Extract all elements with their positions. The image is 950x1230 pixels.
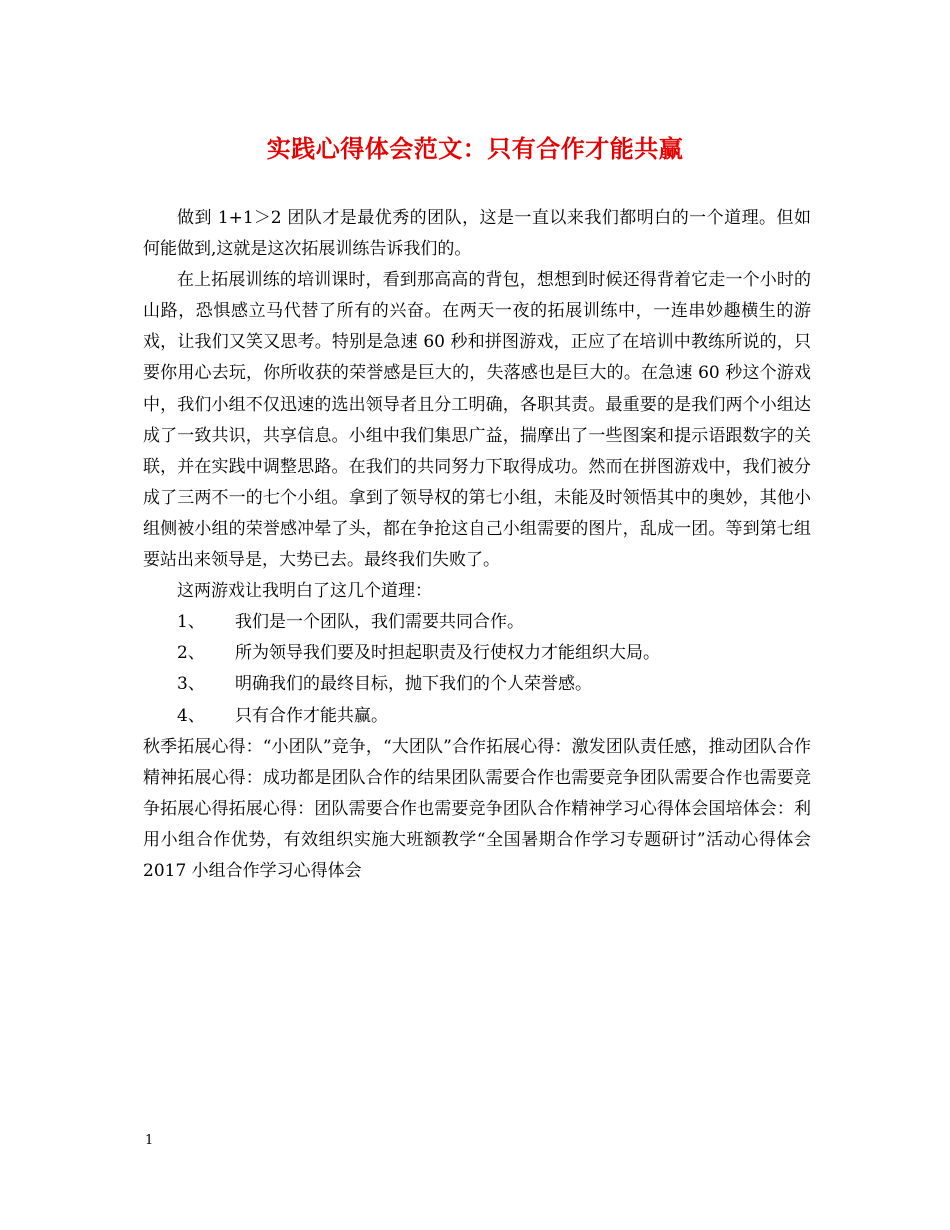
list-item-text: 只有合作才能共赢。 — [235, 705, 388, 726]
paragraph-intro: 做到 1+1＞2 团队才是最优秀的团队，这是一直以来我们都明白的一个道理。但如何能做到,这就是这次拓展训练告诉我们的。 — [143, 208, 811, 260]
document-body — [143, 203, 811, 887]
list-item-number: 1、 — [177, 612, 205, 633]
related-articles-text: 秋季拓展心得：“小团队”竞争，“大团队”合作拓展心得：激发团队责任感，推动团队合作精神拓展心得：成功都是团队合作的结果团队需要合作也需要竞争团队需要合作也需要竞争拓展心得拓展心得：团队需要合作也需要竞争团队合作精神学习心得体会国培体会：利用小组合作优势，有效组织实施大班额教学“全国暑期合作学习专题研讨”活动心得体会 2017 小组合作学习心得体会 — [143, 736, 811, 881]
list-item-number: 4、 — [177, 705, 205, 726]
list-item-number: 3、 — [177, 674, 205, 695]
document-title: 实践心得体会范文：只有合作才能共赢 — [266, 134, 684, 163]
list-item — [143, 701, 811, 732]
list-item-text: 明确我们的最终目标，抛下我们的个人荣誉感。 — [235, 674, 592, 695]
list-item — [143, 607, 811, 638]
list-item — [143, 669, 811, 700]
page-number: 1 — [145, 1133, 154, 1148]
list-item — [143, 638, 811, 669]
paragraph-lessons-intro: 这两游戏让我明白了这几个道理： — [177, 581, 432, 602]
lessons-list — [143, 607, 811, 731]
list-item-number: 2、 — [177, 643, 205, 664]
list-item-text: 所为领导我们要及时担起职责及行使权力才能组织大局。 — [235, 643, 660, 664]
list-item-text: 我们是一个团队，我们需要共同合作。 — [235, 612, 524, 633]
paragraph-experience: 在上拓展训练的培训课时，看到那高高的背包，想想到时候还得背着它走一个小时的山路，恐惧感立马代替了所有的兴奋。在两天一夜的拓展训练中，一连串妙趣横生的游戏，让我们又笑又思考。特别是急速 60 秒和拼图游戏，正应了在培训中教练所说的，只要你用心去玩，你所收获的荣誉感是巨大的，失落感也是巨大的。在急速 60 秒这个游戏中，我们小组不仅迅速的选出领导者且分工明确，各职其责。最重要的是我们两个小组达成了一致共识，共享信息。小组中我们集思广益，揣摩出了一些图案和提示语跟数字的关联，并在实践中调整思路。在我们的共同努力下取得成功。然而在拼图游戏中，我们被分成了三两不一的七个小组。拿到了领导权的第七小组，未能及时领悟其中的奥妙，其他小组侧被小组的荣誉感冲晕了头，都在争抢这自己小组需要的图片，乱成一团。等到第七组要站出来领导是，大势已去。最终我们失败了。 — [143, 270, 811, 571]
